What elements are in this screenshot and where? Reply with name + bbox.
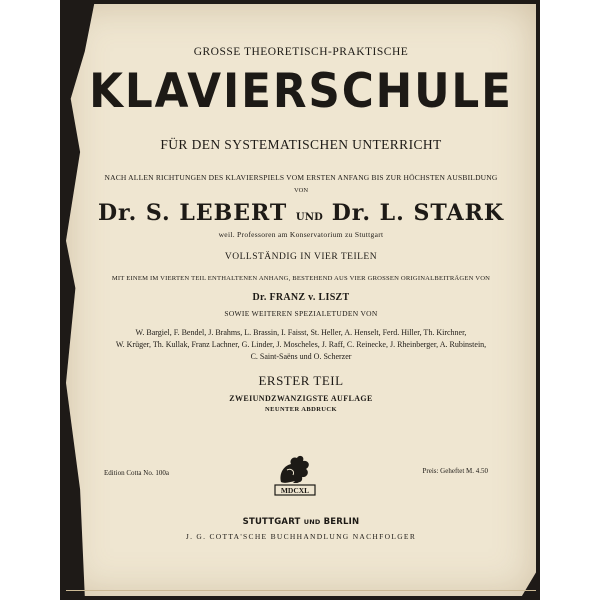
main-title: KLAVIERSCHULE bbox=[89, 64, 513, 119]
direction-line: NACH ALLEN RICHTUNGEN DES KLAVIERSPIELS VOM ERSTEN ANFANG BIS ZUR HÖCHSTEN AUSBILDUNG bbox=[104, 173, 498, 182]
authors-line bbox=[66, 200, 536, 226]
authors-und: UND bbox=[295, 212, 324, 223]
author-stark: Dr. L. STARK bbox=[331, 200, 505, 226]
subtitle: FÜR DEN SYSTEMATISCHEN UNTERRICHT bbox=[160, 137, 442, 152]
von-line: VON bbox=[293, 187, 309, 194]
cities-und: UND bbox=[303, 518, 321, 526]
volume-line: ERSTER TEIL bbox=[258, 373, 344, 388]
composers-line-1: W. Bargiel, F. Bendel, J. Brahms, L. Brassin, I. Faisst, St. Heller, A. Henselt, Ferd. Hiller, Th. Kirchner, bbox=[135, 328, 467, 337]
printing-line: NEUNTER ABDRUCK bbox=[265, 406, 337, 413]
edition-cotta-number: Edition Cotta No. 100a bbox=[104, 469, 169, 477]
appendix-line: MIT EINEM IM VIERTEN TEIL ENTHALTENEN ANHANG, BESTEHEND AUS VIER GROSSEN ORIGINALBEITRÄGEN VON bbox=[111, 275, 491, 282]
city-berlin: BERLIN bbox=[323, 517, 360, 527]
publisher-line: J. G. COTTA'SCHE BUCHHANDLUNG NACHFOLGER bbox=[185, 532, 417, 541]
griffin-publisher-mark-icon bbox=[273, 452, 317, 496]
bottom-edge bbox=[66, 590, 536, 591]
author-lebert: Dr. S. LEBERT bbox=[97, 200, 288, 226]
liszt-line: Dr. FRANZ v. LISZT bbox=[252, 292, 350, 303]
pretitle: GROSSE THEORETISCH-PRAKTISCHE bbox=[193, 46, 409, 58]
city-stuttgart: STUTTGART bbox=[242, 517, 301, 527]
edition-line: ZWEIUNDZWANZIGSTE AUFLAGE bbox=[229, 394, 373, 403]
cities-line bbox=[66, 517, 536, 527]
studies-line: SOWIE WEITEREN SPEZIALETUDEN VON bbox=[224, 309, 378, 318]
composers-line-2: W. Krüger, Th. Kullak, Franz Lachner, G. Linder, J. Moscheles, J. Raff, C. Reinecke, J. Rheinberger, A. Rubinstein, bbox=[115, 340, 487, 349]
emblem-year: MDCXL bbox=[280, 486, 310, 495]
composers-line-3: C. Saint-Saëns und O. Scherzer bbox=[250, 352, 352, 361]
title-page-content bbox=[66, 0, 536, 600]
parts-line: VOLLSTÄNDIG IN VIER TEILEN bbox=[224, 252, 378, 262]
professors-line: weil. Professoren am Konservatorium zu Stuttgart bbox=[218, 230, 384, 239]
price-label: Preis: Geheftet M. 4.50 bbox=[422, 467, 488, 475]
